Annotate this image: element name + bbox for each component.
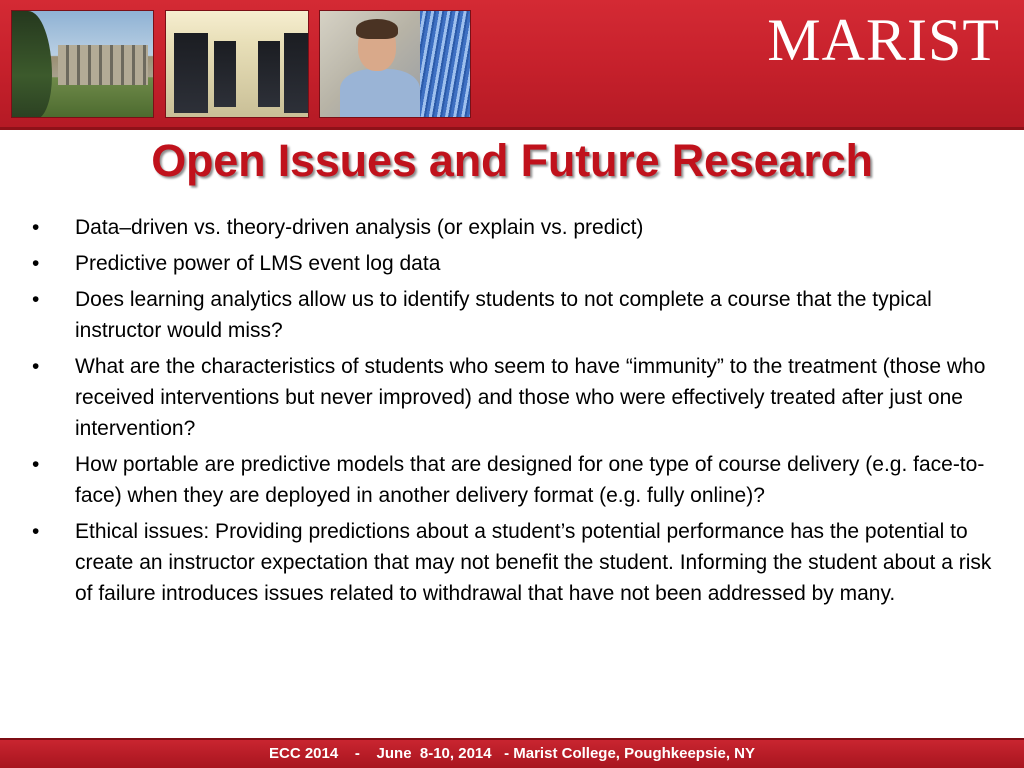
- bullet-dot: •: [32, 520, 40, 543]
- students-cabling-photo: [319, 10, 471, 118]
- student-hair: [356, 19, 398, 39]
- tree-shape: [12, 11, 52, 118]
- server-rack: [258, 41, 280, 107]
- footer-bar: ECC 2014 - June 8-10, 2014 - Marist College, Poughkeepsie, NY: [0, 738, 1024, 768]
- bullet-item: [30, 212, 995, 243]
- bullet-text: Predictive power of LMS event log data: [75, 252, 441, 275]
- bullet-dot: •: [32, 216, 40, 239]
- server-room-photo: [165, 10, 309, 118]
- campus-photo: [11, 10, 154, 118]
- bullet-item: [30, 449, 995, 511]
- bullet-item: [30, 284, 995, 346]
- bullet-item: [30, 516, 995, 609]
- bullet-text: Does learning analytics allow us to identify students to not complete a course that the typical instructor would miss?: [75, 288, 932, 342]
- bullet-dot: •: [32, 355, 40, 378]
- bullet-text: Ethical issues: Providing predictions about a student’s potential performance has the potential to create an instructor expectation that may not benefit the student. Informing the student about a risk of failure introduces issues related to withdrawal that have not been addressed by many.: [75, 520, 992, 605]
- bullet-dot: •: [32, 453, 40, 476]
- network-cables: [420, 11, 471, 118]
- server-rack: [174, 33, 208, 113]
- bullet-dot: •: [32, 252, 40, 275]
- header-divider: [0, 127, 1024, 130]
- bullet-list: [30, 212, 995, 614]
- header-banner: [0, 0, 1024, 127]
- bullet-text: How portable are predictive models that are designed for one type of course delivery (e.g. face-to-face) when they are deployed in another delivery format (e.g. fully online)?: [75, 453, 985, 507]
- bullet-text: What are the characteristics of students who seem to have “immunity” to the treatment (those who received interventions but never improved) and those who were effectively treated after just one intervention?: [75, 355, 986, 440]
- student-shirt: [340, 69, 420, 118]
- bullet-text: Data–driven vs. theory-driven analysis (or explain vs. predict): [75, 216, 644, 239]
- bullet-item: [30, 248, 995, 279]
- server-rack: [214, 41, 236, 107]
- server-rack: [284, 33, 308, 113]
- bullet-dot: •: [32, 288, 40, 311]
- bullet-item: [30, 351, 995, 444]
- building-shape: [58, 45, 148, 85]
- slide-title: Open Issues and Future Research: [151, 135, 873, 186]
- marist-logo: MARIST: [767, 7, 1000, 73]
